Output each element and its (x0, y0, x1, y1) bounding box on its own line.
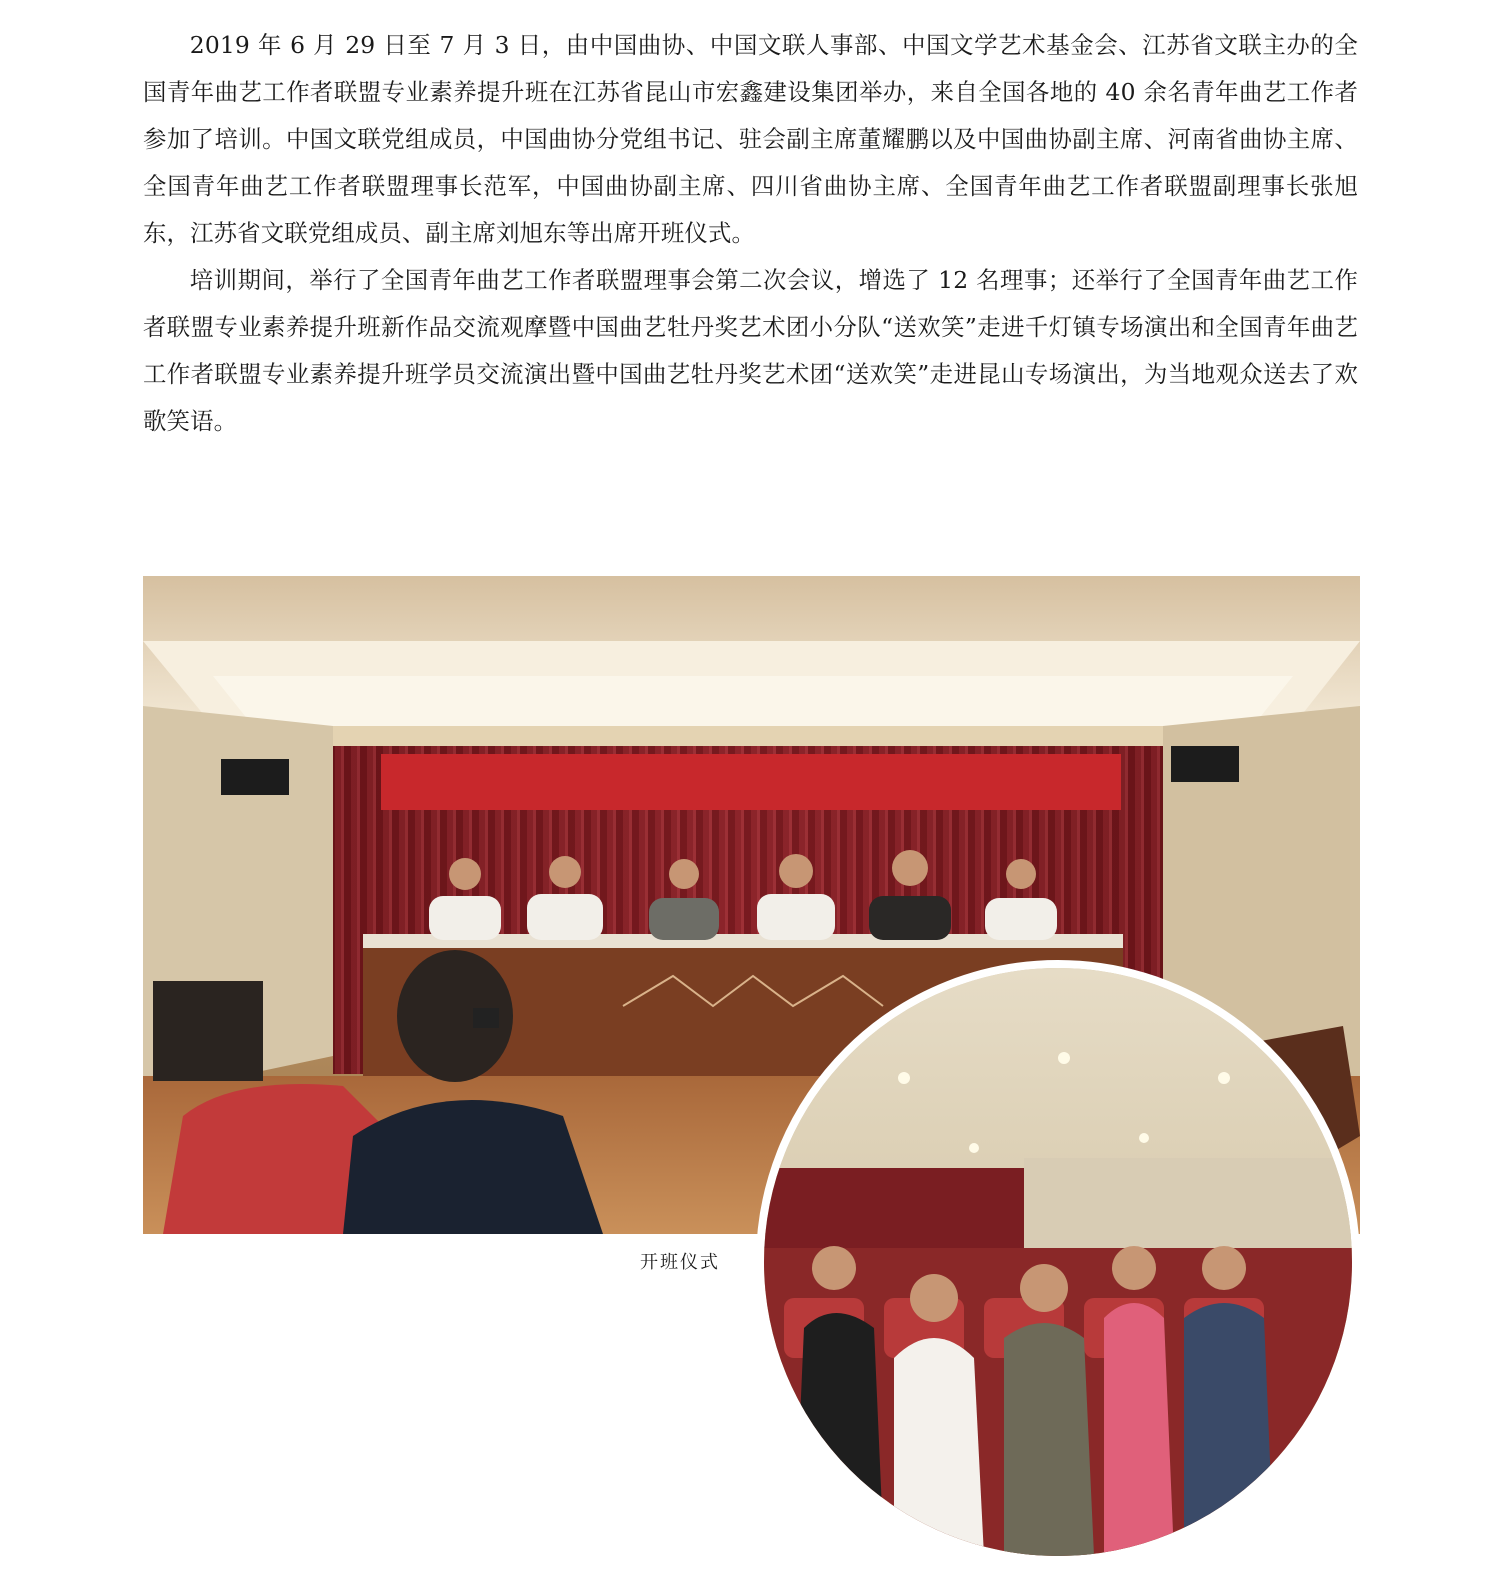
audience-inset-photo (756, 960, 1360, 1564)
paragraph-1: 2019 年 6 月 29 日至 7 月 3 日，由中国曲协、中国文联人事部、中国文学艺术基金会、江苏省文联主办的全国青年曲艺工作者联盟专业素养提升班在江苏省昆山市宏鑫建设集团举办，来自全国各地的 40 余名青年曲艺工作者参加了培训。中国文联党组成员，中国曲协分党组书记、驻会副主席董耀鹏以及中国曲协副主席、河南省曲协主席、全国青年曲艺工作者联盟理事长范军，中国曲协副主席、四川省曲协主席、全国青年曲艺工作者联盟副理事长张旭东，江苏省文联党组成员、副主席刘旭东等出席开班仪式。 (143, 31, 1358, 247)
paragraph-2: 培训期间，举行了全国青年曲艺工作者联盟理事会第二次会议，增选了 12 名理事；还举行了全国青年曲艺工作者联盟专业素养提升班新作品交流观摩暨中国曲艺牡丹奖艺术团小分队“送欢笑”走进千灯镇专场演出和全国青年曲艺工作者联盟专业素养提升班学员交流演出暨中国曲艺牡丹奖艺术团“送欢笑”走进昆山专场演出，为当地观众送去了欢歌笑语。 (143, 266, 1358, 435)
photo-caption: 开班仪式 (640, 1252, 720, 1273)
article-body (143, 22, 1358, 445)
audience-scene (764, 968, 1352, 1556)
